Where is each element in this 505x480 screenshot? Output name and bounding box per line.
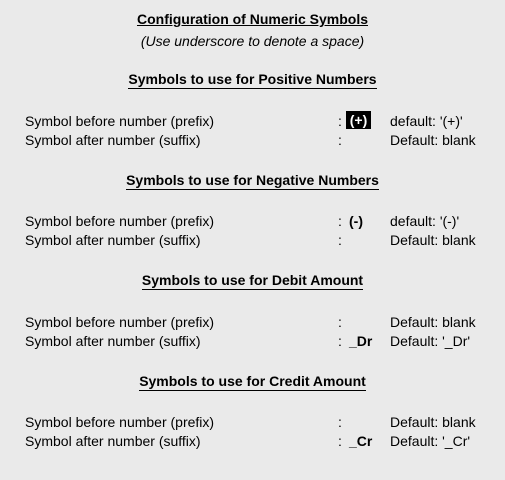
default-hint-debit-prefix: Default: blank xyxy=(390,314,476,330)
section-title-positive: Symbols to use for Positive Numbers xyxy=(128,71,377,87)
colon-separator: : xyxy=(338,232,342,248)
default-hint-negative-suffix: Default: blank xyxy=(390,232,476,248)
credit-prefix-field[interactable] xyxy=(346,413,352,431)
positive-suffix-field[interactable] xyxy=(346,131,352,149)
field-label-negative-prefix: Symbol before number (prefix) xyxy=(25,213,215,229)
default-hint-debit-suffix: Default: '_Dr' xyxy=(390,333,471,349)
default-hint-credit-prefix: Default: blank xyxy=(390,414,476,430)
field-label-negative-suffix: Symbol after number (suffix) xyxy=(25,232,201,248)
page-title: Configuration of Numeric Symbols xyxy=(136,11,368,27)
colon-separator: : xyxy=(338,414,342,430)
colon-separator: : xyxy=(338,433,342,449)
positive-prefix-field[interactable]: (+) xyxy=(346,111,371,129)
default-hint-negative-prefix: default: '(-)' xyxy=(390,213,460,229)
section-title-credit: Symbols to use for Credit Amount xyxy=(139,373,366,389)
section-title-negative: Symbols to use for Negative Numbers xyxy=(126,172,379,188)
default-hint-credit-suffix: Default: '_Cr' xyxy=(390,433,471,449)
colon-separator: : xyxy=(338,314,342,330)
field-label-credit-suffix: Symbol after number (suffix) xyxy=(25,433,201,449)
field-label-credit-prefix: Symbol before number (prefix) xyxy=(25,414,215,430)
colon-separator: : xyxy=(338,213,342,229)
section-title-debit: Symbols to use for Debit Amount xyxy=(141,272,364,288)
debit-prefix-field[interactable] xyxy=(346,313,352,331)
field-label-debit-suffix: Symbol after number (suffix) xyxy=(25,333,201,349)
default-hint-positive-prefix: default: '(+)' xyxy=(390,113,463,129)
credit-suffix-field[interactable]: _Cr xyxy=(349,433,373,449)
field-label-positive-prefix: Symbol before number (prefix) xyxy=(25,113,215,129)
negative-prefix-field[interactable]: (-) xyxy=(349,213,363,229)
field-label-debit-prefix: Symbol before number (prefix) xyxy=(25,314,215,330)
negative-suffix-field[interactable] xyxy=(346,231,352,249)
field-label-positive-suffix: Symbol after number (suffix) xyxy=(25,132,201,148)
colon-separator: : xyxy=(338,132,342,148)
debit-suffix-field[interactable]: _Dr xyxy=(349,333,373,349)
page-subtitle: (Use underscore to denote a space) xyxy=(140,33,365,49)
colon-separator: : xyxy=(338,333,342,349)
default-hint-positive-suffix: Default: blank xyxy=(390,132,476,148)
colon-separator: : xyxy=(338,113,342,129)
